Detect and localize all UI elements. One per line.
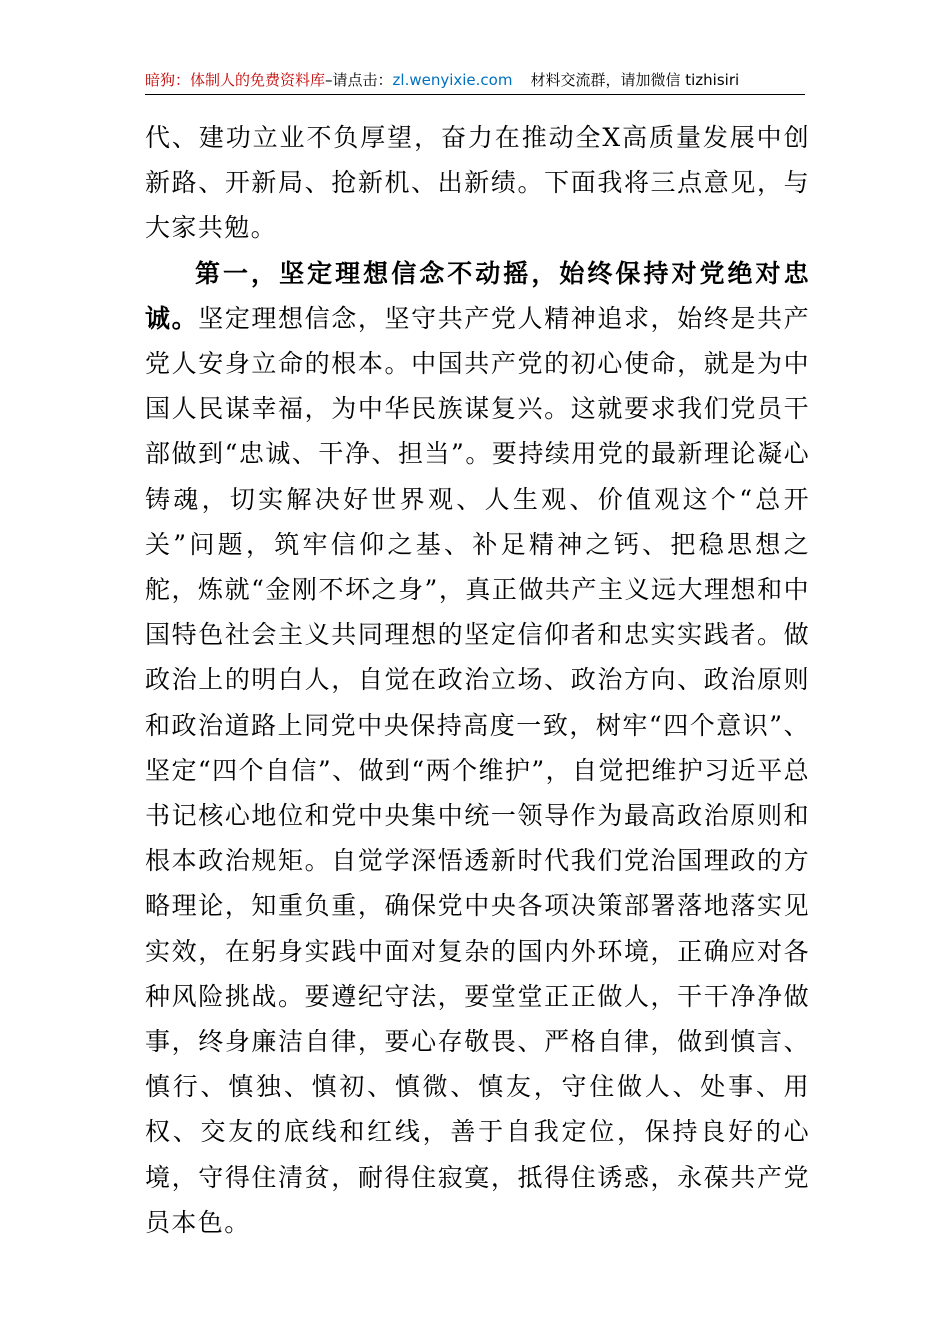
section-text: 坚定理想信念，坚守共产党人精神追求，始终是共产党人安身立命的根本。中国共产党的初心使命，就是为中国人民谋幸福，为中华民族谋复兴。这就要求我们党员干部做到“忠诚、干净、担当”。要持续用党的最新理论凝心铸魂，切实解决好世界观、人生观、价值观这个“总开关”问题，筑牢信仰之基、补足精神之钙、把稳思想之舵，炼就“金刚不坏之身”，真正做共产主义远大理想和中国特色社会主义共同理想的坚定信仰者和忠实实践者。做政治上的明白人，自觉在政治立场、政治方向、政治原则和政治道路上同党中央保持高度一致，树牢“四个意识”、坚定“四个自信”、做到“两个维护”，自觉把维护习近平总书记核心地位和党中央集中统一领导作为最高政治原则和根本政治规矩。自觉学深悟透新时代我们党治国理政的方略理论，知重负重，确保党中央各项决策部署落地落实见实效，在躬身实践中面对复杂的国内外环境，正确应对各种风险挑战。要遵纪守法，要堂堂正正做人，干干净净做事，终身廉洁自律，要心存敬畏、严格自律，做到慎言、慎行、慎独、慎初、慎微、慎友，守住做人、处事、用权、交友的底线和红线，善于自我定位，保持良好的心境，守得住清贫，耐得住寂寞，抵得住诱惑，永葆共产党员本色。 bbox=[145, 303, 810, 1237]
page-header bbox=[145, 70, 805, 95]
contact-note: 材料交流群，请加微信 tizhisiri bbox=[530, 71, 740, 89]
document-body bbox=[145, 115, 810, 1245]
site-label: 暗狗：体制人的免费资料库 bbox=[145, 71, 326, 89]
section-heading: 第一，坚定理想信念不动摇，始终保持对党绝对忠诚。 bbox=[145, 258, 810, 333]
site-url-link[interactable]: zl.wenyixie.com bbox=[392, 71, 513, 89]
paragraph-continuation: 代、建功立业不负厚望，奋力在推动全X高质量发展中创新路、开新局、抢新机、出新绩。下面我将三点意见，与大家共勉。 bbox=[145, 123, 810, 243]
paragraph-first-point bbox=[145, 251, 810, 1245]
click-prefix: –请点击： bbox=[325, 71, 393, 89]
